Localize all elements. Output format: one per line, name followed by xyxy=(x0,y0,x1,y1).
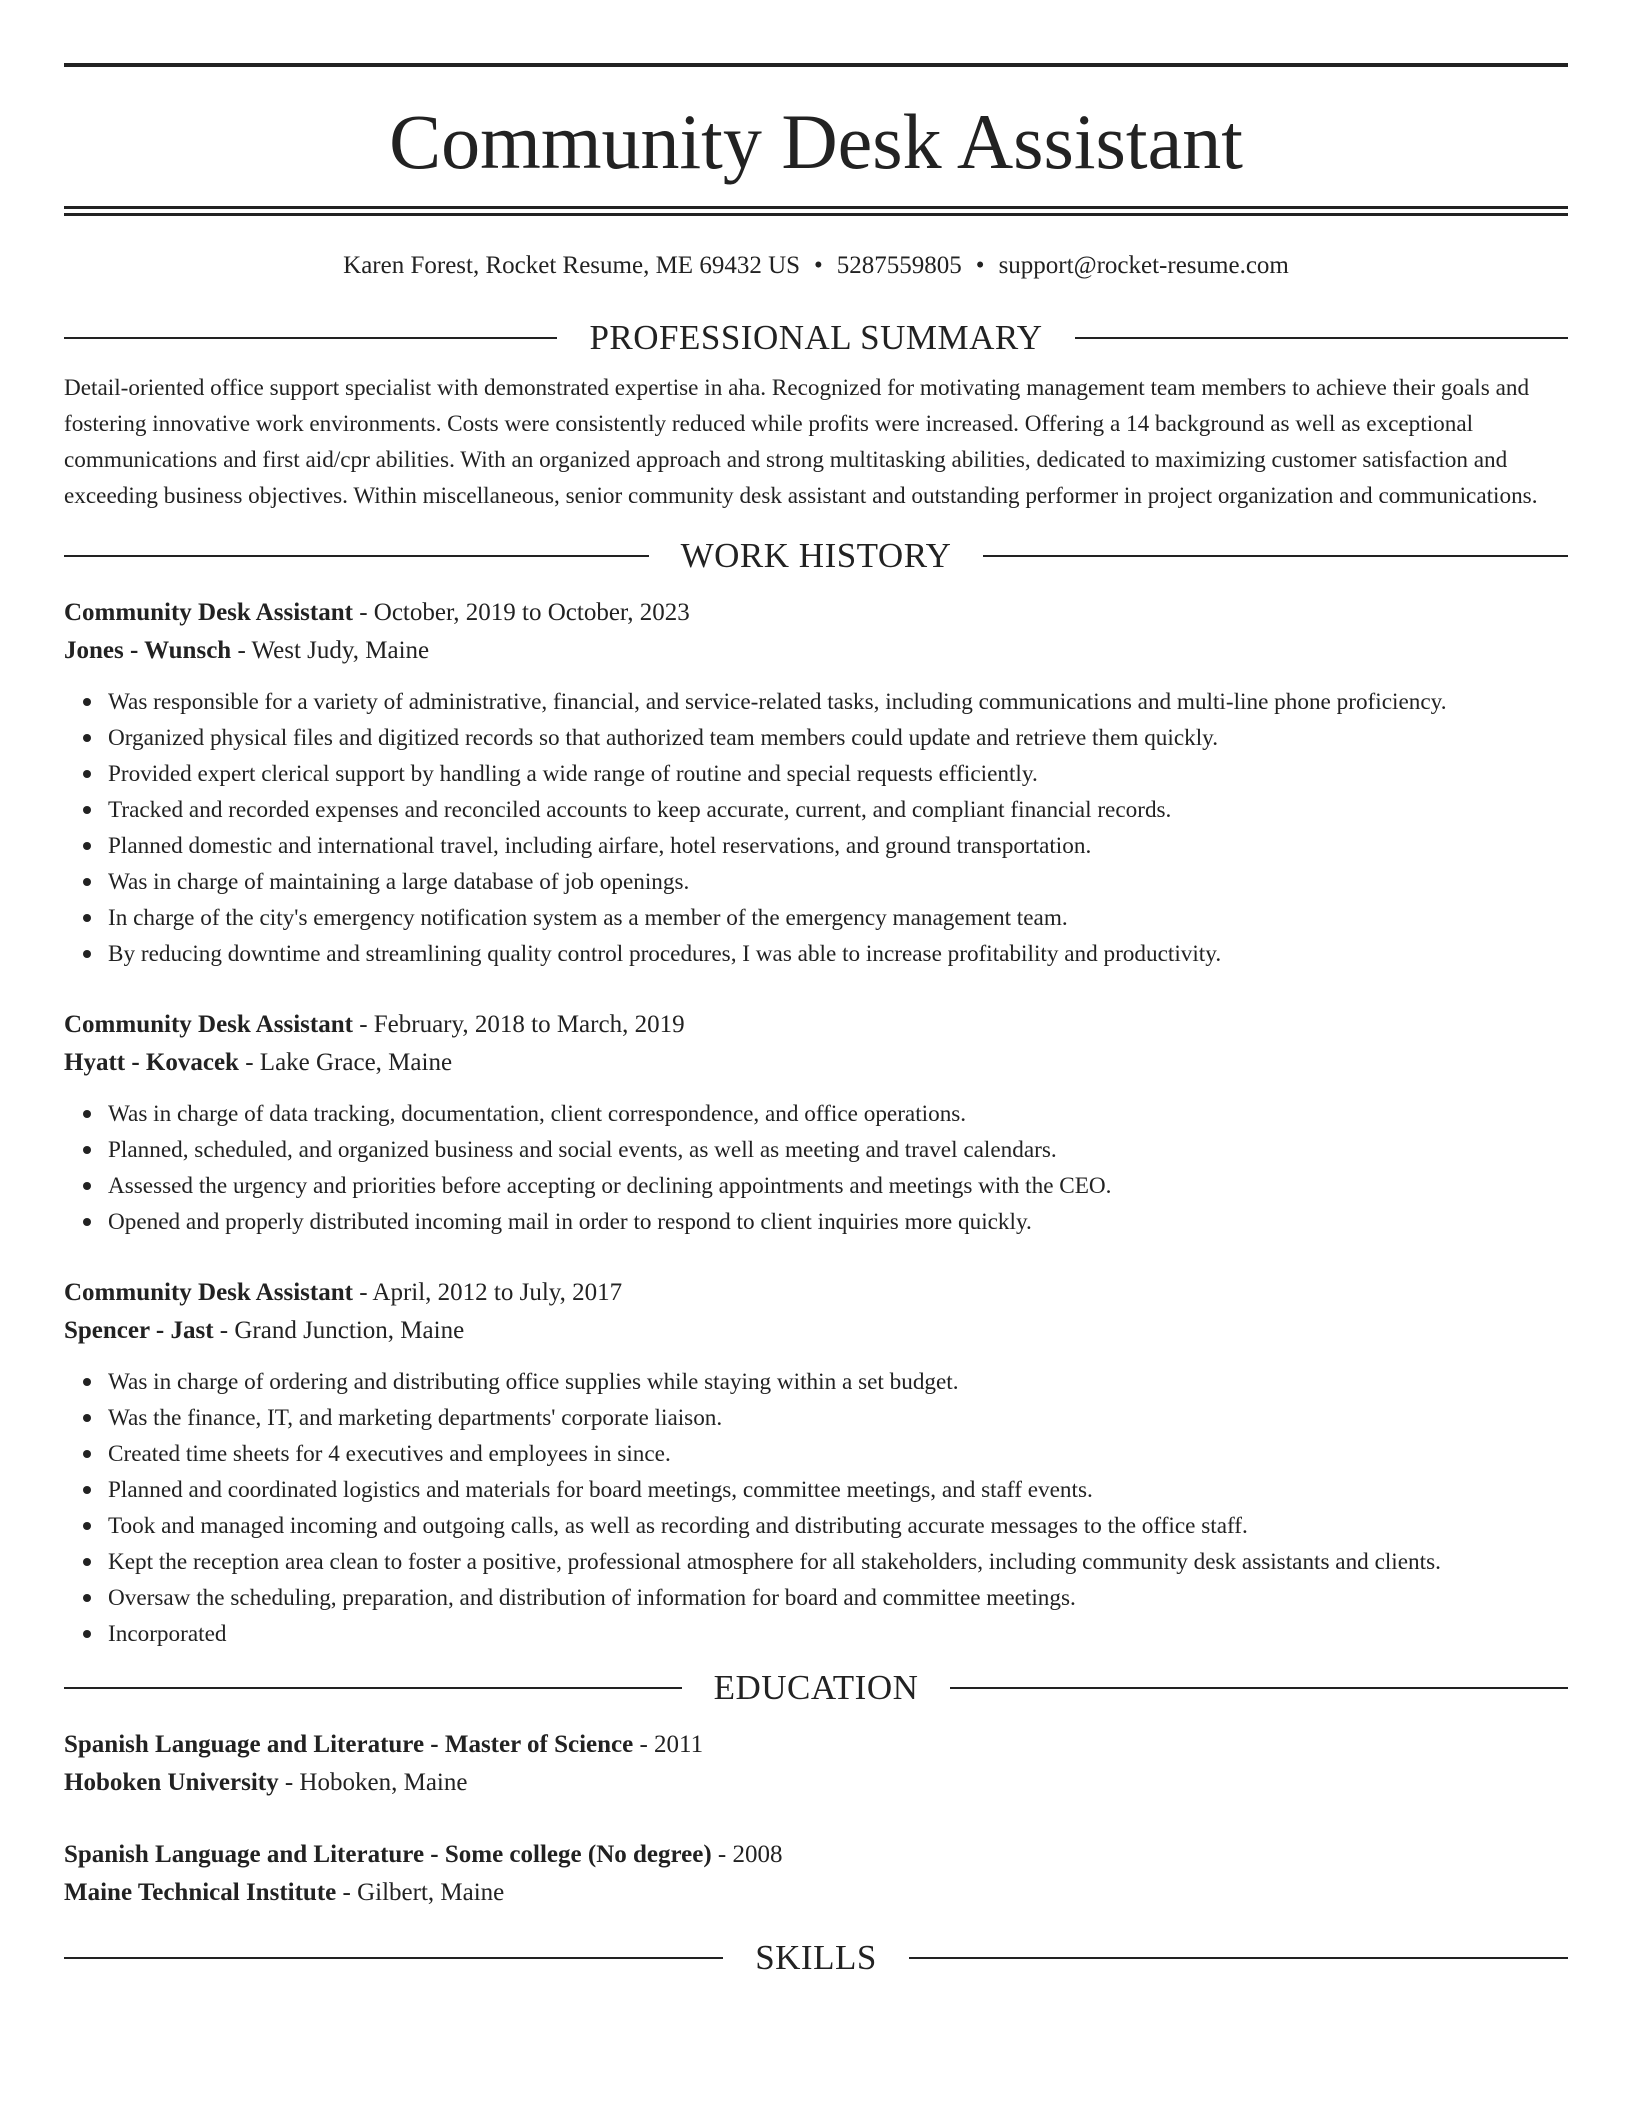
education-school-line xyxy=(64,1764,1568,1802)
job-location: - Lake Grace, Maine xyxy=(238,1049,453,1076)
education-location: - Gilbert, Maine xyxy=(336,1879,505,1906)
education-degree: Spanish Language and Literature - Master of Science xyxy=(64,1731,634,1758)
education-degree-line xyxy=(64,1726,1568,1764)
contact-separator: • xyxy=(814,252,823,279)
list-item: Was responsible for a variety of administrative, financial, and service-related tasks, including communications and multi-line phone proficiency. xyxy=(108,684,1568,720)
contact-phone: 5287559805 xyxy=(836,252,962,279)
job-bullets xyxy=(64,684,1568,972)
job-location: - Grand Junction, Maine xyxy=(213,1317,465,1344)
education-degree-line xyxy=(64,1836,1568,1874)
job-title-line xyxy=(64,594,1568,632)
job-location: - West Judy, Maine xyxy=(231,637,430,664)
job-company: Jones - Wunsch xyxy=(64,637,232,664)
education-school: Maine Technical Institute xyxy=(64,1879,337,1906)
job-dates: - October, 2019 to October, 2023 xyxy=(352,599,690,626)
job-company: Spencer - Jast xyxy=(64,1317,214,1344)
job-entry xyxy=(64,1274,1568,1652)
education-school: Hoboken University xyxy=(64,1769,279,1796)
education-school-line xyxy=(64,1874,1568,1912)
list-item: Opened and properly distributed incoming mail in order to respond to client inquiries more quickly. xyxy=(108,1204,1568,1240)
heading-rule-left xyxy=(64,555,649,557)
job-role: Community Desk Assistant xyxy=(64,1011,353,1038)
heading-rule-left xyxy=(64,1687,682,1689)
list-item: Assessed the urgency and priorities before accepting or declining appointments and meetings with the CEO. xyxy=(108,1168,1568,1204)
job-entry xyxy=(64,594,1568,972)
contact-email: support@rocket-resume.com xyxy=(998,252,1289,279)
list-item: By reducing downtime and streamlining quality control procedures, I was able to increase profitability and productivity. xyxy=(108,936,1568,972)
section-title: SKILLS xyxy=(755,1938,877,1977)
list-item: Planned domestic and international travel, including airfare, hotel reservations, and ground transportation. xyxy=(108,828,1568,864)
heading-rule-left xyxy=(64,1957,723,1959)
list-item: Was in charge of data tracking, documentation, client correspondence, and office operations. xyxy=(108,1096,1568,1132)
list-item: Oversaw the scheduling, preparation, and distribution of information for board and committee meetings. xyxy=(108,1580,1568,1616)
heading-rule-right xyxy=(950,1687,1568,1689)
list-item: Was the finance, IT, and marketing departments' corporate liaison. xyxy=(108,1400,1568,1436)
heading-rule-left xyxy=(64,337,557,339)
job-company-line xyxy=(64,632,1568,670)
heading-rule-right xyxy=(983,555,1568,557)
education-location: - Hoboken, Maine xyxy=(278,1769,468,1796)
section-title: PROFESSIONAL SUMMARY xyxy=(589,318,1043,357)
list-item: Incorporated xyxy=(108,1616,1568,1652)
education-entry xyxy=(64,1836,1568,1912)
education-entry xyxy=(64,1726,1568,1802)
heading-rule-right xyxy=(1075,337,1568,339)
list-item: Tracked and recorded expenses and reconciled accounts to keep accurate, current, and compliant financial records. xyxy=(108,792,1568,828)
job-bullets xyxy=(64,1096,1568,1240)
list-item: Was in charge of ordering and distributing office supplies while staying within a set budget. xyxy=(108,1364,1568,1400)
section-title: EDUCATION xyxy=(713,1668,919,1707)
section-title: WORK HISTORY xyxy=(680,536,952,575)
list-item: Kept the reception area clean to foster a positive, professional atmosphere for all stakeholders, including community desk assistants and clients. xyxy=(108,1544,1568,1580)
job-title-line xyxy=(64,1006,1568,1044)
top-rule xyxy=(64,63,1568,67)
education-year: - 2011 xyxy=(633,1731,704,1758)
section-heading-work xyxy=(64,534,1568,578)
list-item: Was in charge of maintaining a large database of job openings. xyxy=(108,864,1568,900)
job-title-line xyxy=(64,1274,1568,1312)
list-item: Organized physical files and digitized records so that authorized team members could update and retrieve them quickly. xyxy=(108,720,1568,756)
education-degree: Spanish Language and Literature - Some college (No degree) xyxy=(64,1841,712,1868)
education-year: - 2008 xyxy=(711,1841,783,1868)
job-role: Community Desk Assistant xyxy=(64,1279,353,1306)
job-company-line xyxy=(64,1044,1568,1082)
section-heading-education xyxy=(64,1666,1568,1710)
section-heading-summary xyxy=(64,316,1568,360)
job-dates: - February, 2018 to March, 2019 xyxy=(352,1011,685,1038)
list-item: Provided expert clerical support by handling a wide range of routine and special requests efficiently. xyxy=(108,756,1568,792)
job-dates: - April, 2012 to July, 2017 xyxy=(352,1279,623,1306)
job-company-line xyxy=(64,1312,1568,1350)
list-item: Planned and coordinated logistics and materials for board meetings, committee meetings, and staff events. xyxy=(108,1472,1568,1508)
job-entry xyxy=(64,1006,1568,1240)
contact-address: Karen Forest, Rocket Resume, ME 69432 US xyxy=(343,252,801,279)
title-double-rule xyxy=(64,206,1568,216)
contact-line xyxy=(64,250,1568,282)
list-item: Took and managed incoming and outgoing calls, as well as recording and distributing accurate messages to the office staff. xyxy=(108,1508,1568,1544)
job-company: Hyatt - Kovacek xyxy=(64,1049,239,1076)
section-heading-skills xyxy=(64,1936,1568,1980)
heading-rule-right xyxy=(909,1957,1568,1959)
list-item: In charge of the city's emergency notification system as a member of the emergency management team. xyxy=(108,900,1568,936)
job-role: Community Desk Assistant xyxy=(64,599,353,626)
list-item: Planned, scheduled, and organized business and social events, as well as meeting and travel calendars. xyxy=(108,1132,1568,1168)
job-bullets xyxy=(64,1364,1568,1652)
summary-paragraph: Detail-oriented office support specialist with demonstrated expertise in aha. Recognized for motivating management team members to achieve their goals and fostering innovative work environments. Costs were consistently reduced while profits were increased. Offering a 14 background as well as exceptional communications and first aid/cpr abilities. With an organized approach and strong multitasking abilities, dedicated to maximizing customer satisfaction and exceeding business objectives. Within miscellaneous, senior community desk assistant and outstanding performer in project organization and communications. xyxy=(64,375,1538,509)
list-item: Created time sheets for 4 executives and employees in since. xyxy=(108,1436,1568,1472)
resume-page xyxy=(64,0,1568,1980)
contact-separator: • xyxy=(975,252,985,279)
page-title: Community Desk Assistant xyxy=(389,98,1243,185)
